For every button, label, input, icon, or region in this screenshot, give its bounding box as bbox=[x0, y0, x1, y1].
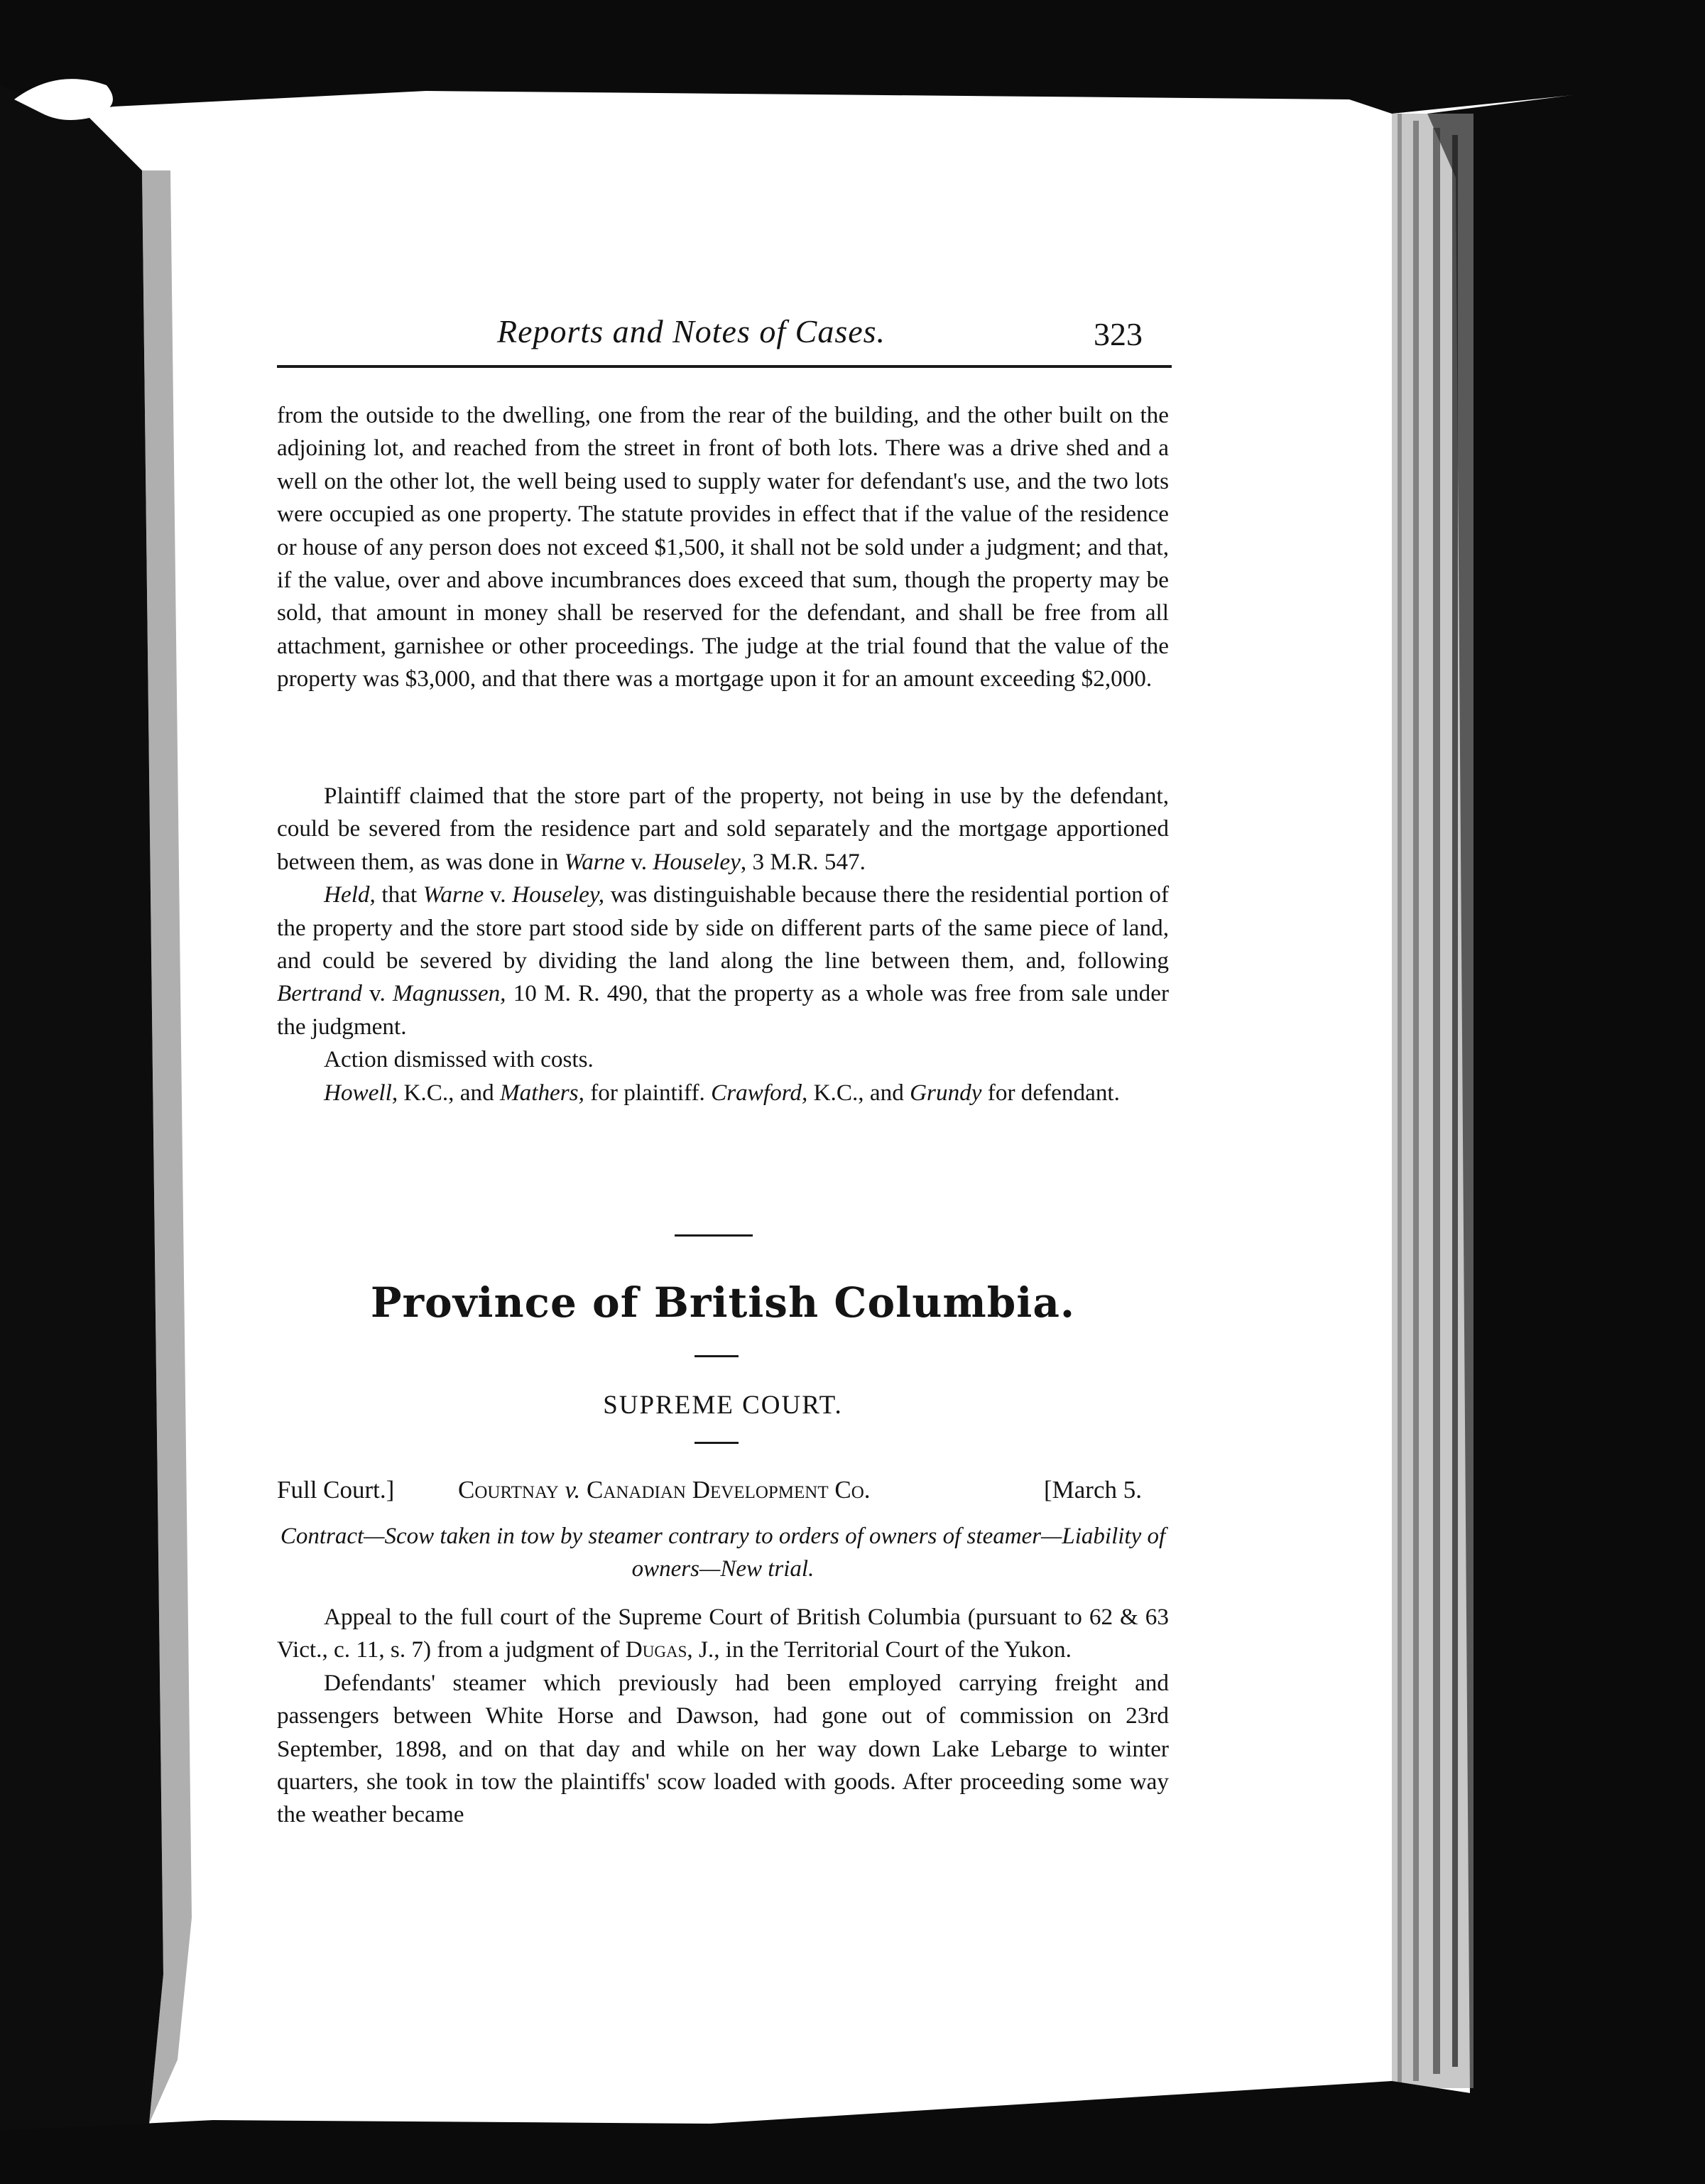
judge-name: Dugas bbox=[625, 1636, 687, 1663]
section-divider bbox=[675, 1234, 753, 1237]
paragraph bbox=[277, 1601, 1169, 1667]
paragraph-text: , J., in the Territorial Court of the Yukon. bbox=[687, 1636, 1072, 1663]
case-name: Houseley, bbox=[512, 881, 605, 908]
paragraph-text: 10 M. R. 490, that the property as a whole was free from sale under the judgment. bbox=[277, 980, 1170, 1040]
counsel-name: Grundy bbox=[910, 1079, 982, 1106]
versus: v. bbox=[631, 848, 648, 875]
paragraph: Action dismissed with costs. bbox=[324, 1046, 594, 1073]
counsel-name: Crawford, bbox=[711, 1079, 808, 1106]
running-title: Reports and Notes of Cases. bbox=[497, 313, 886, 349]
plaintiff-name: Courtnay bbox=[458, 1476, 559, 1504]
section-divider bbox=[694, 1442, 739, 1444]
paragraph bbox=[277, 780, 1169, 879]
case-name: Houseley bbox=[653, 848, 741, 875]
paragraph bbox=[277, 879, 1169, 1043]
headnote: Contract—Scow taken in tow by steamer contrary to orders of owners of steamer—Liability of owners—New trial. bbox=[280, 1523, 1166, 1582]
versus: v. bbox=[565, 1476, 581, 1504]
case-name: Magnussen, bbox=[393, 980, 506, 1007]
paragraph-text: for plaintiff. bbox=[590, 1079, 705, 1106]
counsel-name: Howell, bbox=[324, 1079, 398, 1106]
court-heading: SUPREME COURT. bbox=[603, 1391, 843, 1420]
case-date: [March 5. bbox=[1044, 1476, 1143, 1504]
header-rule bbox=[277, 365, 1172, 368]
paragraph: Defendants' steamer which previously had been employed carrying freight and passengers between White Horse and Dawson, had gone out of commission on 23rd September, 1898, and on that day and while on her way down Lake Lebarge to winter quarters, she took in tow the plaintiffs' scow loaded with goods. After proceeding some way the weather became bbox=[277, 1669, 1169, 1828]
paragraph-text: for defendant. bbox=[987, 1079, 1120, 1106]
case-name: Warne bbox=[423, 881, 484, 908]
paragraph: from the outside to the dwelling, one from the rear of the building, and the other built on the adjoining lot, and reached from the street in front of both lots. There was a drive shed and a well on the other lot, the well being used to supply water for defendant's use, and the two lots were occupied as one property. The statute provides in effect that if the value of the residence or house of any person does not exceed $1,500, it shall not be sold under a judgment; and that, if the value, over and above incumbrances does exceed that sum, though the property may be sold, that amount in money shall be reserved for the defendant, and shall be free from all attachment, garnishee or other proceedings. The judge at the trial found that the value of the property was $3,000, and that there was a mortgage upon it for an amount exceeding $2,000. bbox=[277, 402, 1169, 692]
continued-case-text bbox=[277, 399, 1169, 696]
paragraph-text: K.C., and bbox=[403, 1079, 494, 1106]
versus: v. bbox=[489, 881, 506, 908]
paragraph-text: was distinguishable because there the residential portion of the property and the store part stood side by side on different parts of the same piece of land, and could be severed by dividing the land along the line between them, and, following bbox=[277, 881, 1170, 974]
paragraph-text: Appeal to the full court of the Supreme Court of British Columbia (pursuant to 62 & 63 Vict., c. 11, s. 7) from a judgment of bbox=[277, 1604, 1169, 1663]
court-label: Full Court.] bbox=[277, 1476, 395, 1504]
paragraph-text: Plaintiff claimed that the store part of the property, not being in use by the defendant, could be severed from the residence part and sold separately and the mortgage apportioned between them, as was done in bbox=[277, 783, 1169, 875]
paragraph-text: that bbox=[381, 881, 418, 908]
counsel-name: Mathers, bbox=[499, 1079, 584, 1106]
appeal-text bbox=[277, 1601, 1169, 1832]
page-number: 323 bbox=[1094, 316, 1143, 352]
defendant-name: Canadian Development Co. bbox=[586, 1476, 871, 1504]
paragraph-text: K.C., and bbox=[813, 1079, 904, 1106]
province-heading: Province of British Columbia. bbox=[370, 1278, 1076, 1327]
held-label: Held, bbox=[324, 881, 376, 908]
case-holding-text bbox=[277, 780, 1169, 1109]
case-title bbox=[458, 1476, 871, 1504]
citation: , 3 M.R. 547. bbox=[740, 848, 866, 875]
versus: v. bbox=[369, 980, 386, 1007]
section-divider bbox=[694, 1355, 739, 1357]
case-name: Bertrand bbox=[277, 980, 362, 1007]
case-name: Warne bbox=[564, 848, 626, 875]
counsel-line bbox=[277, 1077, 1169, 1109]
